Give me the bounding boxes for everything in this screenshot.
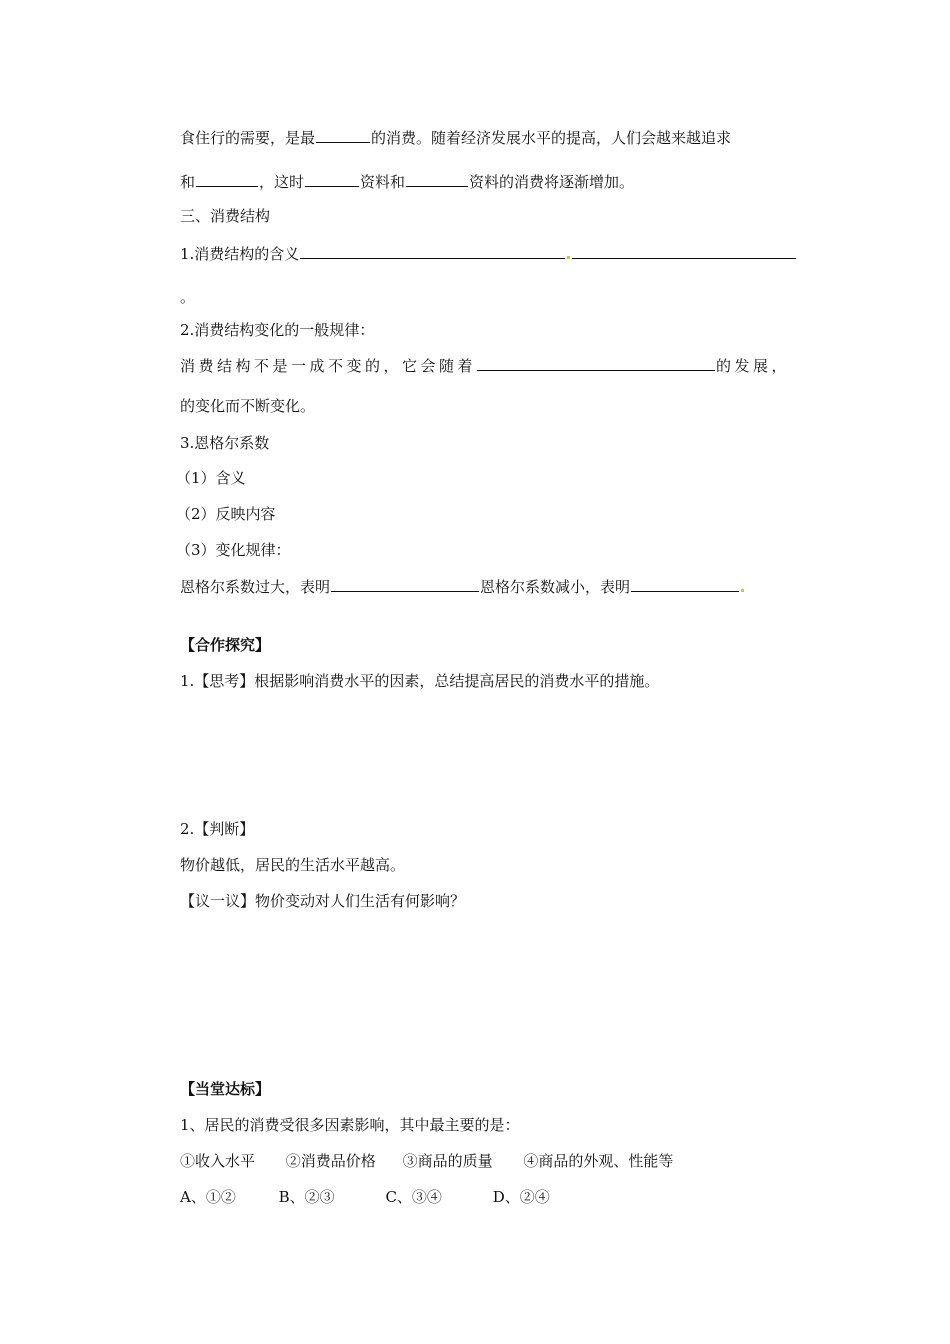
highlight-dot <box>567 256 570 259</box>
item2-text-a: 消费结构不是一成不变的，它会随着 <box>180 357 477 375</box>
item2-text-b: 的发展， <box>716 357 791 375</box>
coop-heading: 【合作探究】 <box>180 636 271 654</box>
section3-sub2: （2）反映内容 <box>176 505 276 523</box>
blank-most-basic[interactable] <box>316 126 370 143</box>
practice-options <box>180 1150 673 1172</box>
para1-text-a: 食住行的需要，是最 <box>180 129 316 147</box>
para1-text-c: 和 <box>180 173 196 191</box>
highlight-dot-2 <box>741 589 744 592</box>
blank-resource-1[interactable] <box>305 170 359 187</box>
practice-choices <box>180 1186 550 1208</box>
section3-item2-text <box>180 354 790 377</box>
section3-engel <box>180 575 745 598</box>
section3-sub3: （3）变化规律： <box>176 541 291 559</box>
blank-engel-large[interactable] <box>331 575 479 592</box>
blank-pursuit-1[interactable] <box>196 170 258 187</box>
option-4: ④商品的外观、性能等 <box>523 1152 674 1170</box>
para1-text-e: 资料和 <box>360 173 406 191</box>
section3-item1-end: 。 <box>180 288 196 306</box>
section3-item1 <box>180 242 797 265</box>
para1-text-d: ，这时 <box>259 173 305 191</box>
section3-item2: 2.消费结构变化的一般规律： <box>180 321 375 339</box>
section3-sub1: （1）含义 <box>176 469 246 487</box>
section3-heading: 三、消费结构 <box>180 207 271 225</box>
blank-structure-meaning-1[interactable] <box>300 242 565 259</box>
engel-text-b: 恩格尔系数减小，表明 <box>480 578 631 596</box>
para1-line2 <box>180 170 634 193</box>
practice-heading: 【当堂达标】 <box>180 1080 271 1098</box>
para1-text-f: 资料的消费将逐渐增加。 <box>469 173 635 191</box>
blank-structure-meaning-2[interactable] <box>572 242 796 259</box>
option-1: ①收入水平 <box>180 1152 256 1170</box>
option-3: ③商品的质量 <box>402 1152 493 1170</box>
section3-item2-text-c: 的变化而不断变化。 <box>180 397 316 415</box>
coop-q1: 1.【思考】根据影响消费水平的因素，总结提高居民的消费水平的措施。 <box>180 672 660 690</box>
option-2: ②消费品价格 <box>285 1152 376 1170</box>
choice-d[interactable]: D、②④ <box>492 1188 550 1206</box>
blank-resource-2[interactable] <box>406 170 468 187</box>
blank-engel-small[interactable] <box>631 575 739 592</box>
para1-line1 <box>180 126 731 149</box>
item1-label: 1.消费结构的含义 <box>180 245 300 263</box>
practice-q1: 1、居民的消费受很多因素影响，其中最主要的是： <box>180 1116 520 1134</box>
coop-discuss: 【议一议】物价变动对人们生活有何影响？ <box>180 892 466 910</box>
choice-b[interactable]: B、②③ <box>278 1188 335 1206</box>
blank-structure-change[interactable] <box>477 354 715 371</box>
choice-c[interactable]: C、③④ <box>385 1188 442 1206</box>
coop-q2: 2.【判断】 <box>180 820 255 838</box>
coop-q2-text: 物价越低，居民的生活水平越高。 <box>180 856 406 874</box>
choice-a[interactable]: A、①② <box>180 1188 236 1206</box>
para1-text-b: 的消费。随着经济发展水平的提高，人们会越来越追求 <box>371 129 732 147</box>
engel-text-a: 恩格尔系数过大，表明 <box>180 578 331 596</box>
section3-item3: 3.恩格尔系数 <box>180 434 270 452</box>
